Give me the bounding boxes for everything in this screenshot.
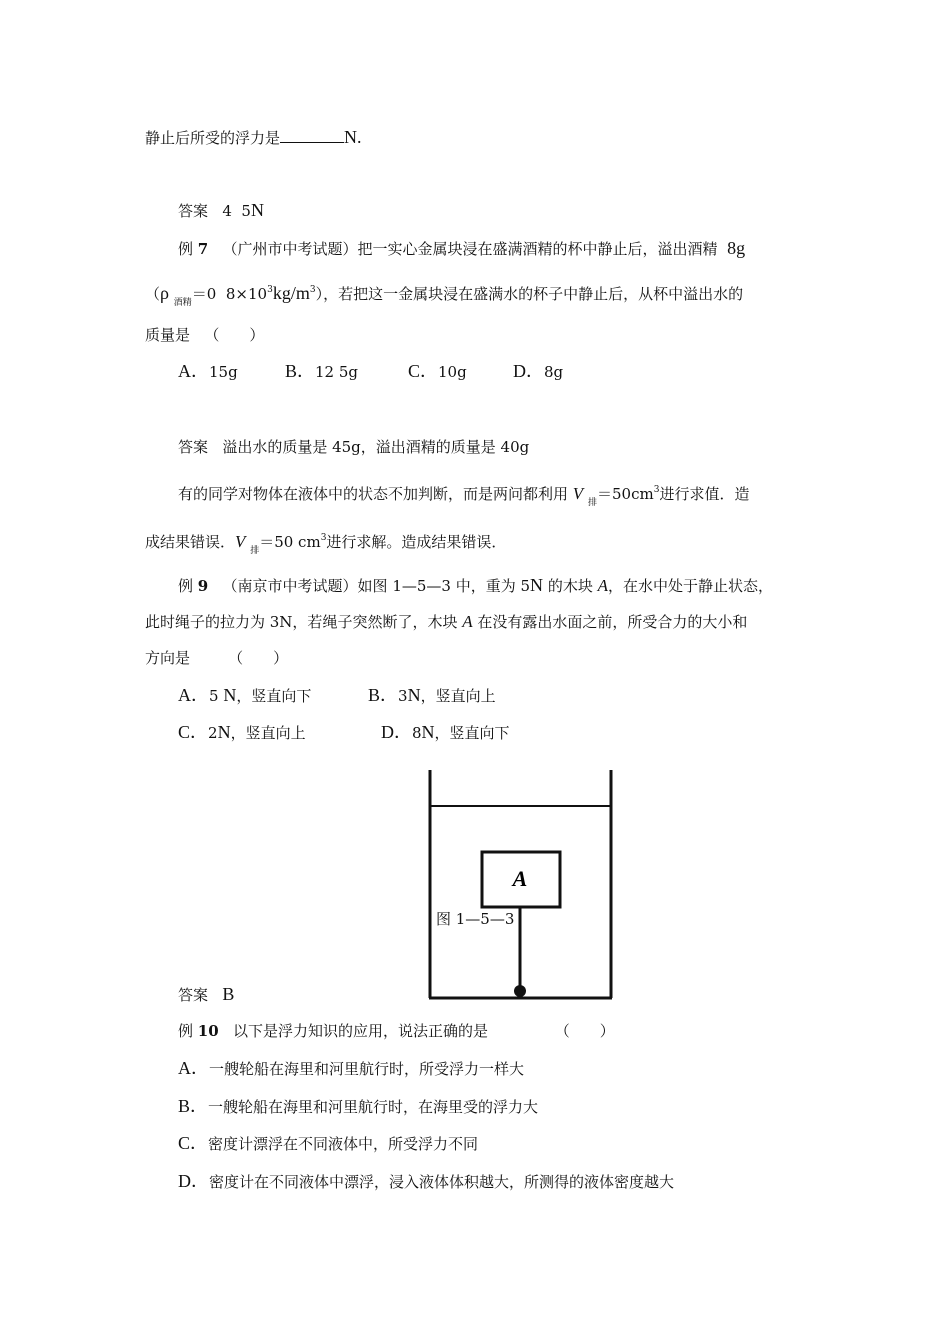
rho-symbol: ρ: [160, 283, 169, 303]
q7-text-2: ），若把这一金属块浸在盛满水的杯子中静止后，从杯中溢出水的: [315, 285, 744, 303]
option-num: 2: [208, 724, 218, 742]
option-num: 3: [398, 687, 408, 705]
rho-unit-exponent: 3: [309, 285, 316, 295]
v-subscript: 排: [587, 498, 597, 508]
q10-option-d: [178, 1171, 674, 1192]
rope-anchor: [514, 985, 526, 997]
answer-label: 答案: [178, 202, 209, 220]
rho-exponent: 3: [267, 285, 273, 295]
q9-answer: [178, 984, 234, 1005]
explain-text-2a: 成结果错误．: [145, 533, 236, 551]
q10-option-c: [178, 1133, 478, 1154]
option-letter: B．: [285, 361, 316, 381]
q7-text-3: 质量是: [145, 326, 191, 344]
option-unit: N: [407, 685, 421, 705]
option-letter: B．: [368, 685, 399, 705]
option-letter: C．: [178, 722, 209, 742]
answer-value-a: 4: [222, 202, 232, 220]
q6-tail-text: 静止后所受的浮力是: [145, 129, 281, 147]
option-letter: A．: [178, 1058, 209, 1078]
answer-value: B: [222, 984, 235, 1004]
option-letter: D．: [178, 1171, 209, 1191]
q9-text-2a: 此时绳子的拉力为 3N，若绳子突然断了，木块: [145, 613, 458, 631]
option-value: 15g: [209, 363, 238, 381]
v-subscript: 排: [250, 546, 260, 556]
q7-number: 7: [197, 240, 209, 258]
q7-paren-open: （: [145, 285, 161, 303]
q9-number: 9: [197, 577, 209, 595]
option-value: 8g: [544, 363, 564, 381]
q9-text-1a: （南京市中考试题）如图 1—5—3 中，重为 5: [222, 577, 531, 595]
option-value: 12 5g: [315, 363, 359, 381]
option-dir: ，竖直向上: [420, 687, 496, 705]
q6-tail-unit: N.: [344, 127, 362, 147]
block-a-label: A: [462, 612, 473, 631]
option-dir: ，竖直向上: [230, 724, 306, 742]
explain-text-2b: ＝50 cm: [259, 533, 321, 551]
q9-text-1b: N: [530, 575, 544, 595]
option-dir: ，竖直向下: [434, 724, 510, 742]
option-text: 一艘轮船在海里和河里航行时，在海里受的浮力大: [208, 1098, 539, 1116]
q10-line-1: [178, 1021, 615, 1041]
option-text: 一艘轮船在海里和河里航行时，所受浮力一样大: [209, 1060, 525, 1078]
q10-label: 例: [178, 1022, 194, 1040]
explain-text-1b: ＝50cm: [596, 485, 654, 503]
option-unit: N: [421, 722, 435, 742]
v-symbol: V: [235, 532, 246, 551]
rho-subscript: 酒精: [173, 298, 192, 308]
block-label: A: [512, 866, 528, 891]
explain-text-1a: 有的同学对物体在液体中的状态不加判断，而是两问都利用: [178, 485, 569, 503]
q9-text-1c: 的木块: [547, 577, 593, 595]
q10-option-a: [178, 1058, 524, 1079]
q9-text-1d: ，在水中处于静止状态，: [608, 577, 774, 595]
option-num: 8: [412, 724, 422, 742]
q7-text-1: （广州市中考试题）把一实心金属块浸在盛满酒精的杯中静止后，溢出酒精: [222, 240, 718, 258]
block-a-label: A: [597, 576, 608, 595]
option-letter: A．: [178, 685, 209, 705]
figure-caption: 图 1—5—3: [436, 910, 515, 928]
q9-label: 例: [178, 577, 194, 595]
answer-label: 答案: [178, 986, 209, 1004]
rho-value: 8×10: [225, 285, 268, 303]
rho-equals: ＝0: [191, 285, 217, 303]
q7-bracket: （ ）: [204, 326, 265, 344]
option-letter: D．: [513, 361, 544, 381]
explain-text-2c: 进行求解。造成结果错误．: [326, 533, 507, 551]
q7-amount: 8g: [727, 238, 746, 258]
v-symbol: V: [572, 484, 584, 503]
q9-text-2b: 在没有露出水面之前，所受合力的大小和: [477, 613, 748, 631]
q10-text: 以下是浮力知识的应用，说法正确的是: [232, 1022, 488, 1040]
option-text: 密度计在不同液体中漂浮，浸入液体体积越大，所测得的液体密度越大: [209, 1173, 675, 1191]
answer-unit: N: [250, 200, 264, 220]
q9-bracket: （ ）: [228, 649, 289, 667]
explain-exp-2: 3: [320, 533, 327, 543]
option-value: 10g: [438, 363, 467, 381]
option-dir: ，竖直向下: [236, 687, 312, 705]
option-text: 密度计漂浮在不同液体中，所受浮力不同: [208, 1135, 479, 1153]
explain-exp-1: 3: [653, 485, 660, 495]
rho-unit: kg/m: [272, 283, 310, 303]
option-unit: N: [217, 722, 231, 742]
option-letter: C．: [178, 1133, 209, 1153]
q10-number: 10: [197, 1022, 219, 1040]
option-num: 5: [209, 687, 219, 705]
answer-value-b: 5: [241, 202, 251, 220]
option-letter: C．: [408, 361, 439, 381]
q7-label: 例: [178, 240, 194, 258]
explain-text-1c: 进行求值．造: [659, 485, 750, 503]
q9-text-3: 方向是: [145, 649, 191, 667]
answer-text: 溢出水的质量是 45g，溢出酒精的质量是 40g: [222, 438, 530, 456]
q10-option-b: [178, 1096, 538, 1117]
q10-bracket: （ ）: [554, 1022, 615, 1040]
option-unit: N: [223, 685, 237, 705]
option-letter: A．: [178, 361, 209, 381]
option-letter: B．: [178, 1096, 209, 1116]
option-letter: D．: [381, 722, 412, 742]
answer-label: 答案: [178, 438, 209, 456]
